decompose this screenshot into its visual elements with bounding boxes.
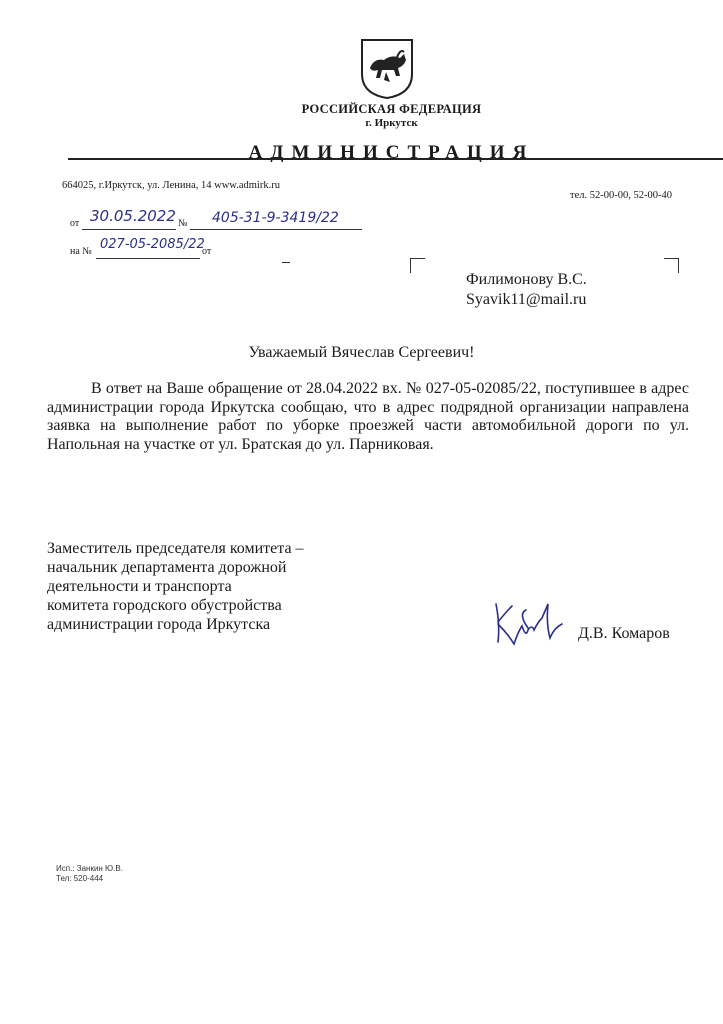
letter-greeting: Уважаемый Вячеслав Сергеевич! [248,344,475,361]
country-name: РОССИЙСКАЯ ФЕДЕРАЦИЯ [301,102,482,116]
address-corner-right [664,258,679,273]
signer-position-line: деятельности и транспорта [47,578,232,595]
signer-position-line: администрации города Иркутска [47,616,271,633]
recipient-block [466,270,587,310]
incoming-ref-label: на № [70,246,92,257]
ref-date-label: от [70,218,80,229]
organization-address: 664025, г.Иркутск, ул. Ленина, 14 www.admirk.ru [62,180,280,191]
signature-icon [488,594,572,654]
organization-phone: тел. 52-00-00, 52-00-40 [570,190,672,201]
signer-position-line: комитета городского обустройства [47,597,282,614]
letter-paragraph: В ответ на Ваше обращение от 28.04.2022 вх. № 027-05-02085/22, поступившее в адрес администрации города Иркутска сообщаю, что в адрес подрядной организации направлена заявка на выполнение работ по уборке проезжей части автомобильной дороги по ул. Напольная на участке от ул. Братская до ул. Парниковая. [47,380,689,453]
ref-number: 405-31-9-3419/22 [212,210,339,226]
coat-of-arms-icon [360,38,414,100]
signer-position [47,539,304,634]
executor-phone: Тел: 520-444 [56,874,104,883]
executor-info [56,864,123,884]
separator-dash [282,262,290,263]
recipient-name: Филимонову В.С. [466,271,587,288]
executor-name: Исп.: Занкин Ю.В. [56,864,123,873]
signer-position-line: Заместитель председателя комитета – [47,540,304,557]
organization-title: АДМИНИСТРАЦИЯ [248,142,535,163]
incoming-ref-underline [96,258,200,259]
ref-date: 30.05.2022 [90,207,176,225]
ref-number-underline [190,229,362,230]
header-divider [68,158,723,160]
incoming-ref-number: 027-05-2085/22 [100,237,205,252]
ref-date-underline [82,229,176,230]
ref-number-label: № [178,218,188,229]
signer-name: Д.В. Комаров [578,625,670,642]
signer-position-line: начальник департамента дорожной [47,559,287,576]
recipient-email: Syavik11@mail.ru [466,291,587,308]
city-name: г. Иркутск [365,117,418,129]
address-corner-left [410,258,425,273]
letter-body [47,380,689,454]
incoming-ref-date-label: от [202,246,212,257]
